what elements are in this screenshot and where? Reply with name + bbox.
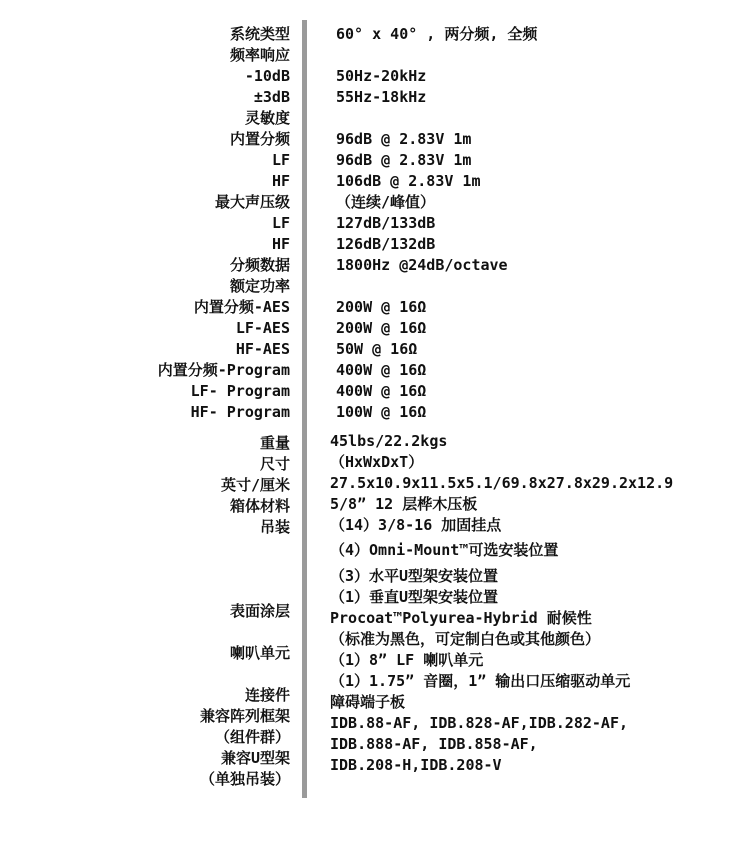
label-hf-aes: HF-AES <box>235 340 290 358</box>
value-rigging-3: （3）水平U型架安装位置 <box>330 567 499 585</box>
label-dimensions: 尺寸 <box>259 455 290 473</box>
label-u-bracket-sub: （单独吊装） <box>199 770 290 788</box>
value-rigging-2: （4）Omni-Mount™可选安装位置 <box>330 541 559 559</box>
label-frequency-response: 频率响应 <box>229 46 290 64</box>
value-array-frame-2: IDB.888-AF, IDB.858-AF, <box>330 735 538 753</box>
label-lf-program: LF- Program <box>190 382 290 400</box>
value-internal-crossover: 96dB @ 2.83V 1m <box>336 130 472 148</box>
label-lf-aes: LF-AES <box>235 319 290 337</box>
label-sensitivity: 灵敏度 <box>244 109 290 127</box>
label-internal-aes: 内置分频-AES <box>193 298 290 316</box>
value-internal-aes: 200W @ 16Ω <box>336 298 427 316</box>
label-lf: LF <box>271 151 290 169</box>
label-finish: 表面涂层 <box>229 602 290 620</box>
value-hf-program: 100W @ 16Ω <box>336 403 427 421</box>
value-enclosure: 5/8” 12 层桦木压板 <box>330 495 478 513</box>
label-connectors: 连接件 <box>244 686 290 704</box>
value-hf-aes: 50W @ 16Ω <box>336 340 418 358</box>
value-max-spl: （连续/峰值） <box>336 193 436 211</box>
value-lf-program: 400W @ 16Ω <box>336 382 427 400</box>
value-hf: 106dB @ 2.83V 1m <box>336 172 481 190</box>
value-rigging-4: （1）垂直U型架安装位置 <box>330 588 499 606</box>
value-connectors: 障碍端子板 <box>330 693 406 711</box>
label-internal-program: 内置分频-Program <box>157 361 290 379</box>
value-lf-aes: 200W @ 16Ω <box>336 319 427 337</box>
label-inch-cm: 英寸/厘米 <box>220 476 290 494</box>
label-system-type: 系统类型 <box>229 25 290 43</box>
label-hf-program: HF- Program <box>190 403 290 421</box>
label-crossover-data: 分频数据 <box>229 256 290 274</box>
value-inch-cm: 27.5x10.9x11.5x5.1/69.8x27.8x29.2x12.9 <box>330 474 674 492</box>
label-hf-spl: HF <box>271 235 290 253</box>
value-rigging-1: （14）3/8-16 加固挂点 <box>330 516 502 534</box>
value-minus-10db: 50Hz-20kHz <box>336 67 427 85</box>
label-weight: 重量 <box>259 434 290 452</box>
label-max-spl: 最大声压级 <box>214 193 290 211</box>
value-plus-minus-3db: 55Hz-18kHz <box>336 88 427 106</box>
label-drivers: 喇叭单元 <box>229 644 290 662</box>
value-drivers-1: （1）8” LF 喇叭单元 <box>330 651 484 669</box>
value-hf-spl: 126dB/132dB <box>336 235 436 253</box>
value-weight: 45lbs/22.2kgs <box>330 432 448 450</box>
label-u-bracket: 兼容U型架 <box>220 749 290 767</box>
value-lf-spl: 127dB/133dB <box>336 214 436 232</box>
label-hf: HF <box>271 172 290 190</box>
label-lf-spl: LF <box>271 214 290 232</box>
value-system-type: 60° x 40° , 两分频, 全频 <box>336 25 538 43</box>
column-divider <box>302 20 307 798</box>
label-array-frame: 兼容阵列框架 <box>199 707 290 725</box>
label-minus-10db: -10dB <box>244 67 290 85</box>
value-drivers-2: （1）1.75” 音圈，1” 输出口压缩驱动单元 <box>330 672 631 690</box>
value-finish-2: （标准为黑色，可定制白色或其他颜色） <box>330 630 601 648</box>
value-lf: 96dB @ 2.83V 1m <box>336 151 472 169</box>
label-internal-crossover: 内置分频 <box>229 130 290 148</box>
label-plus-minus-3db: ±3dB <box>253 88 290 106</box>
value-dimensions: （HxWxDxT） <box>330 453 424 471</box>
value-finish-1: Procoat™Polyurea-Hybrid 耐候性 <box>330 609 592 627</box>
label-rigging: 吊装 <box>259 518 290 536</box>
value-internal-program: 400W @ 16Ω <box>336 361 427 379</box>
label-array-frame-sub: （组件群） <box>214 728 290 746</box>
value-u-bracket: IDB.208-H,IDB.208-V <box>330 756 502 774</box>
label-rated-power: 额定功率 <box>229 277 290 295</box>
label-enclosure: 箱体材料 <box>229 497 290 515</box>
value-crossover-data: 1800Hz @24dB/octave <box>336 256 508 274</box>
value-array-frame-1: IDB.88-AF, IDB.828-AF,IDB.282-AF, <box>330 714 629 732</box>
